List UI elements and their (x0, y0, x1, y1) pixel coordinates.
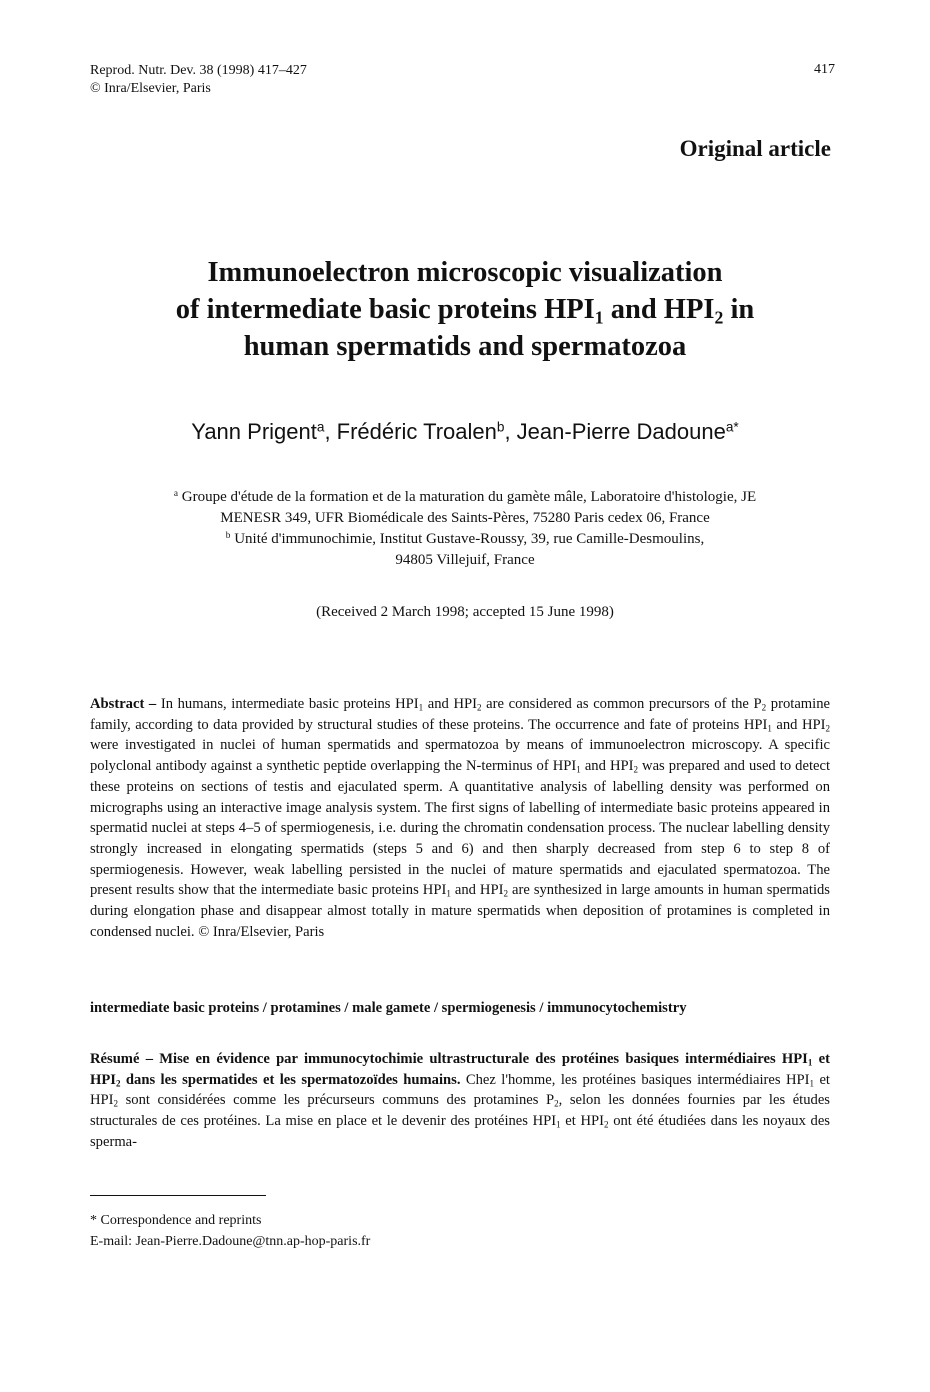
received-dates: (Received 2 March 1998; accepted 15 June 1998) (316, 604, 614, 620)
author-name: Yann Prigent (191, 419, 317, 444)
copyright-line: © Inra/Elsevier, Paris (90, 81, 211, 96)
resume-title: Résumé – Mise en évidence par immunocytochimie ultrastructurale des protéines basiques intermédiaires $HPI_1$ et $HPI_2$ dans les spermatides et les spermatozoïdes humains. (90, 1051, 830, 1089)
title-line-3: human spermatids and spermatozoa (243, 331, 687, 362)
resume: Résumé – Mise en évidence par immunocytochimie ultrastructurale des protéines basiques intermédiaires $HPI_1$ et $HPI_2$ dans les spermatides et les spermatozoïdes humains. Chez l'homme, les protéines basiques intermédiaires $HPI_1$ et $HPI_2$ sont considérées comme les précurseurs communs des protamines $P_2$, selon les données fournies par les études structurales de ces protéines. La mise en place et le devenir des protéines $HPI_1$ et $HPI_2$ ont été étudiées dans les noyaux des sperma- (90, 1051, 830, 1150)
email-address: E-mail: Jean-Pierre.Dadoune@tnn.ap-hop-paris.fr (90, 1234, 371, 1249)
page-number: 417 (814, 62, 835, 77)
affiliation-a-line-2: MENESR 349, UFR Biomédicale des Saints-Pères, 75280 Paris cedex 06, France (220, 510, 710, 526)
author-name: Frédéric Troalen (336, 419, 497, 444)
journal-citation (90, 62, 307, 98)
correspondence-note: * Correspondence and reprints (90, 1213, 262, 1228)
title-line-1: Immunoelectron microscopic visualization (207, 257, 723, 288)
footnote-divider (90, 1195, 266, 1196)
abstract: Abstract – In humans, intermediate basic proteins $HPI_1$ and $HPI_2$ are considered as common precursors of the $P_2$ protamine family, according to data provided by structural studies of these proteins. The occurrence and fate of proteins $HPI_1$ and $HPI_2$ were investigated in nuclei of human spermatids and spermatozoa by means of immunoelectron microscopy. A specific polyclonal antibody against a synthetic peptide overlapping the N-terminus of $HPI_1$ and $HPI_2$ was prepared and used to detect these proteins on sections of testis and ejaculated sperm. A quantitative analysis of labelling density was performed on micrographs using an interactive image analysis system. The first signs of labelling of intermediate basic proteins appeared in spermatid nuclei at steps 4–5 of spermiogenesis, i.e. during the chromatin condensation process. The nuclear labelling density strongly increased in elongating spermatids (steps 5 and 6) and then sharply decreased from step 6 to step 8 of spermiogenesis. However, weak labelling persisted in the nuclei of mature spermatids and ejaculated spermatozoa. The present results show that the intermediate basic proteins $HPI_1$ and $HPI_2$ are synthesized in large amounts in human spermatids during elongation phase and disappear almost totally in mature spermatids when deposition of protamines is completed in condensed nuclei. © Inra/Elsevier, Paris (90, 696, 831, 940)
author-list: Yann Prigent$^a$, Frédéric Troalen$^b$, Jean-Pierre Dadoune$^{a*}$ (191, 419, 739, 444)
affiliation-b-line-1: $^b$ Unité d'immunochimie, Institut Gustave-Roussy, 39, rue Camille-Desmoulins, (225, 530, 705, 547)
paper-title (90, 254, 840, 365)
affiliation-b-line-2: 94805 Villejuif, France (395, 552, 535, 568)
title-line-2: of intermediate basic proteins $HPI_1$ and $HPI_2$ in (175, 294, 755, 328)
footnote (90, 1210, 370, 1252)
affiliation-a-line-1: $^a$ Groupe d'étude de la formation et de la maturation du gamète mâle, Laboratoire d'histologie, JE (173, 488, 757, 505)
keywords: intermediate basic proteins / protamines / male gamete / spermiogenesis / immunocytochemistry (90, 1000, 687, 1016)
author-name: Jean-Pierre Dadoune (516, 419, 726, 444)
article-type: Original article (679, 136, 831, 161)
affiliations (90, 487, 840, 571)
journal-reference: Reprod. Nutr. Dev. 38 (1998) 417–427 (90, 63, 307, 78)
abstract-label: Abstract – (90, 696, 157, 712)
